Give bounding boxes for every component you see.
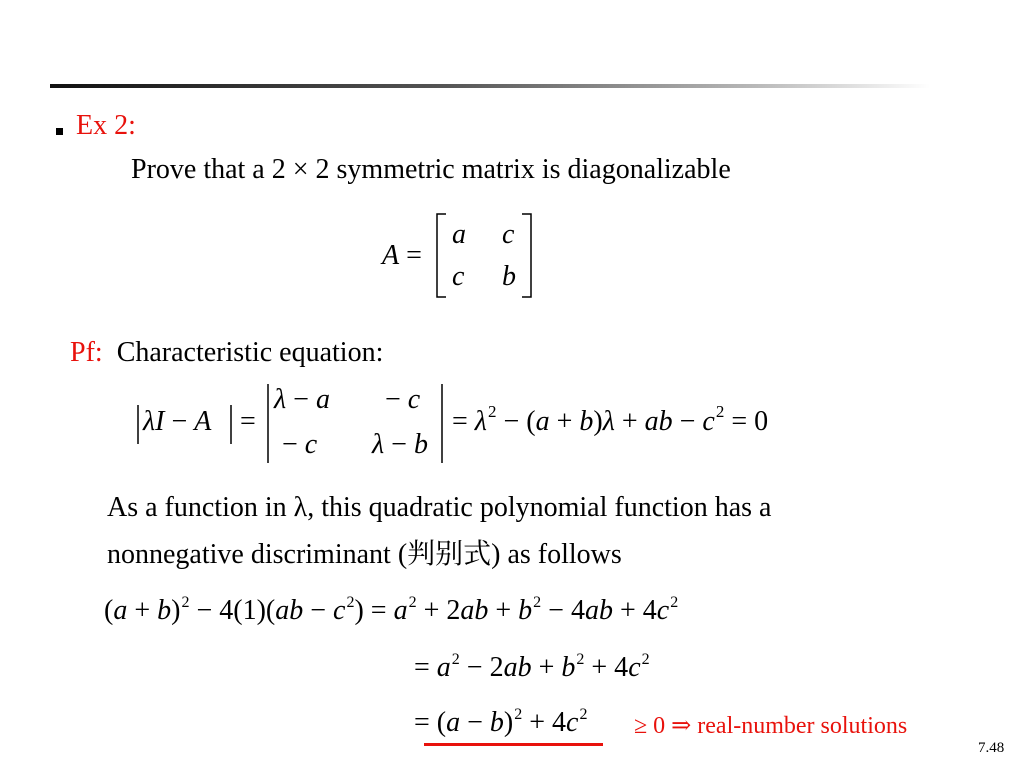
disc-line-3: = $(a - b)^2 + 4c^2$: [414, 706, 588, 738]
page-number: 7.48: [978, 740, 1005, 756]
paragraph-line-2: nonnegative discriminant (判别式) as follows: [107, 539, 622, 570]
disc-line-2: = $a^2 - 2ab + b^2 + 4c^2$: [414, 651, 650, 683]
problem-statement: Prove that a 2 × 2 symmetric matrix is diagonalizable: [131, 154, 731, 185]
highlight-underline: [424, 743, 603, 746]
char-eq-label: Characteristic equation:: [116, 337, 384, 368]
matrix-name: A: [382, 240, 400, 271]
bullet-icon: [56, 128, 63, 135]
proof-label: Pf:: [70, 337, 103, 368]
paragraph-line-1: As a function in λ, this quadratic polynomial function has a: [107, 492, 772, 523]
disc-line-1: $(a + b)^2 - 4(1)(ab - c^2) = a^2 + 2ab + b^2 - 4ab + 4c^2$: [104, 594, 679, 626]
title-divider: [50, 84, 930, 88]
matrix-entry: c: [452, 261, 465, 292]
matrix-entry: c: [502, 219, 515, 250]
matrix-entry: b: [502, 261, 516, 292]
conclusion: ≥ 0 ⇒ real-number solutions: [634, 713, 908, 739]
proof-line: [70, 337, 383, 369]
matrix-entry: a: [452, 219, 466, 250]
example-label: Ex 2:: [76, 110, 136, 141]
